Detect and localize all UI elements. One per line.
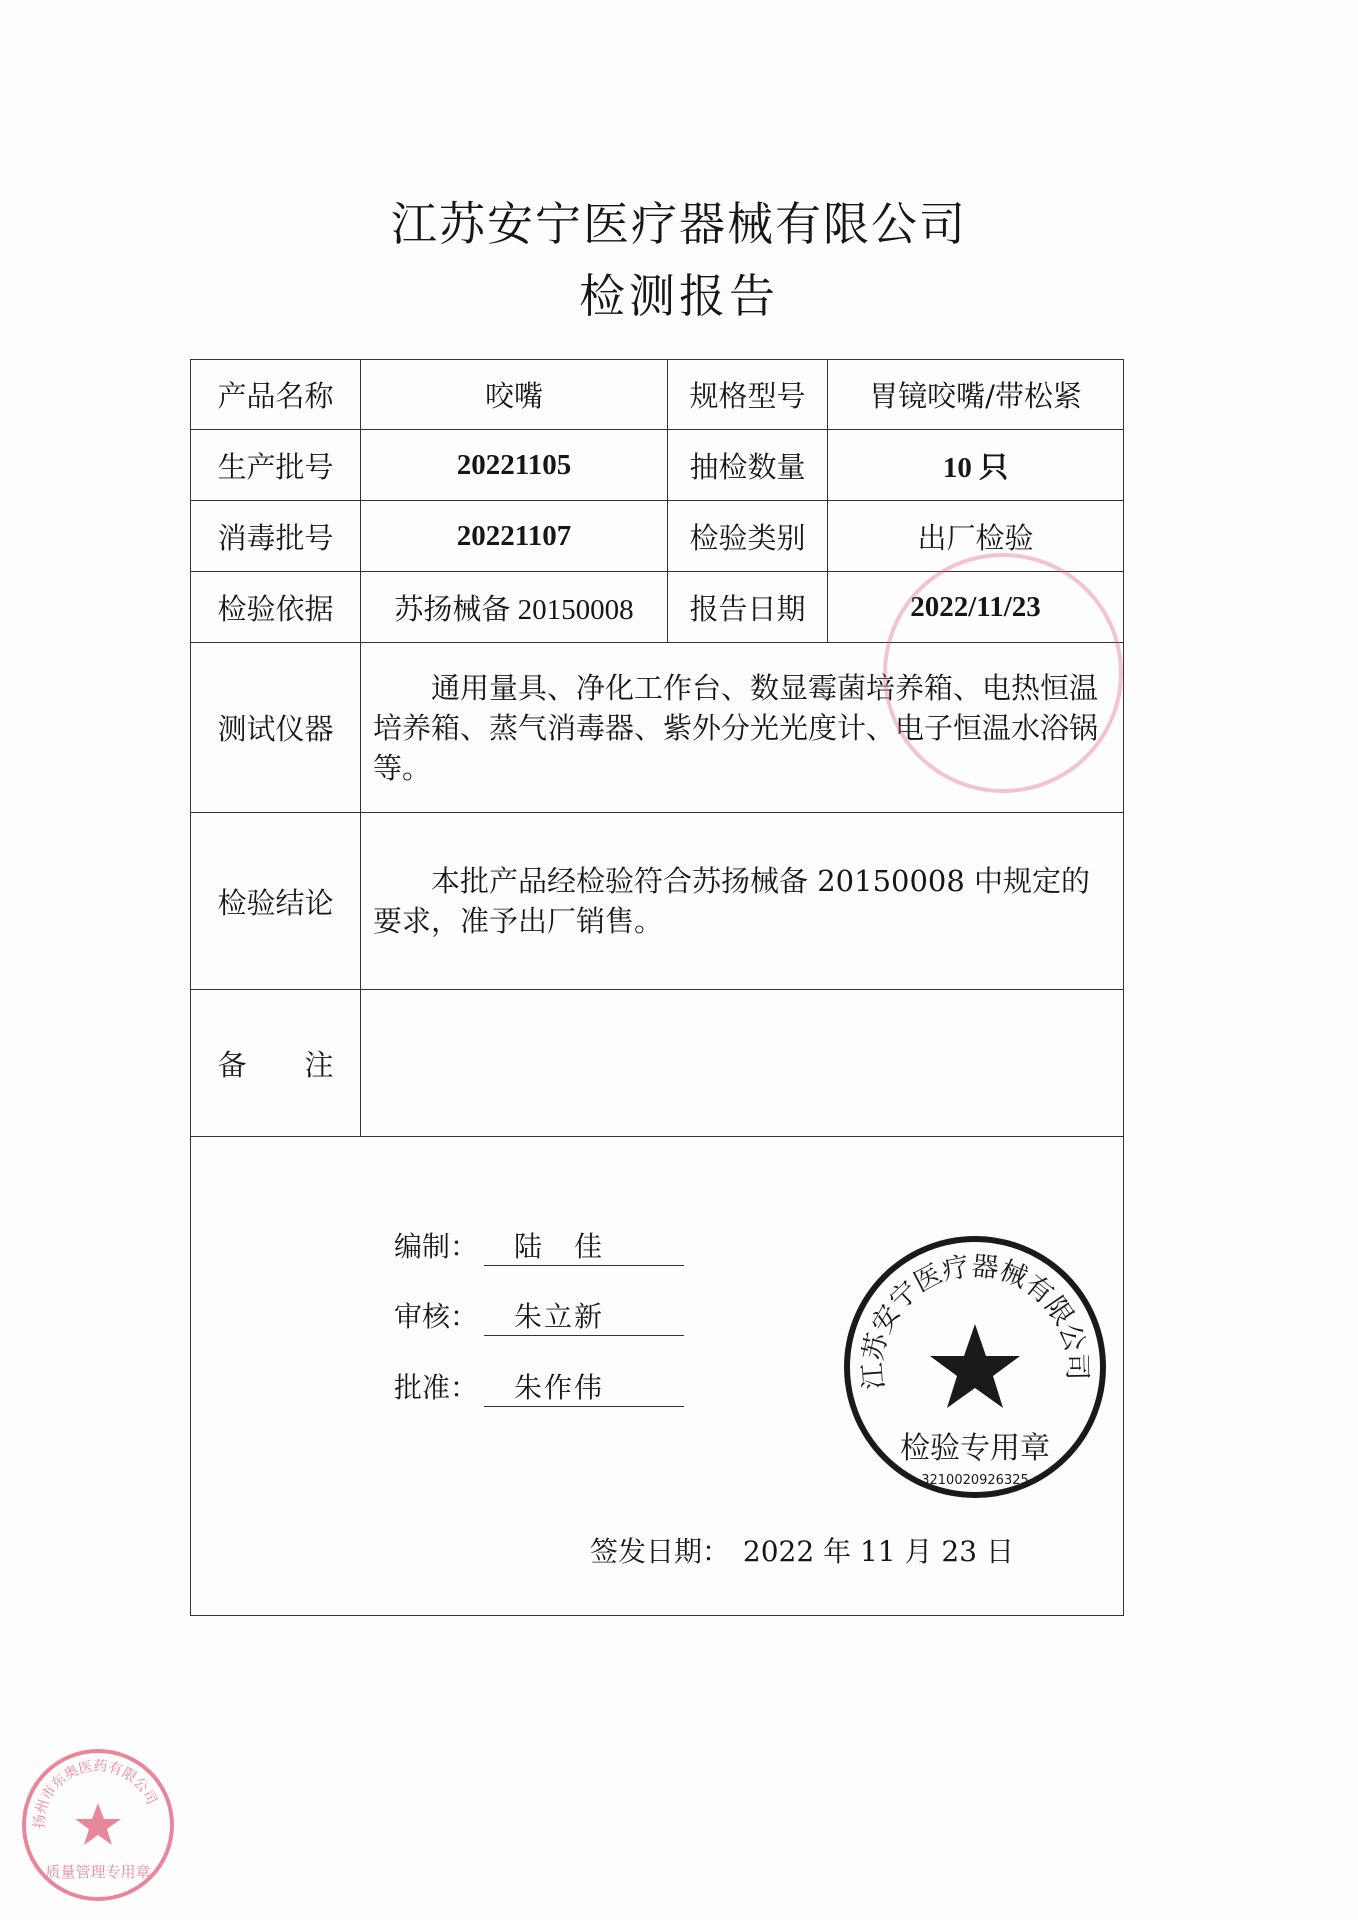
instruments-value: 通用量具、净化工作台、数显霉菌培养箱、电热恒温培养箱、蒸气消毒器、紫外分光光度计、电子恒温水浴锅等。	[373, 670, 1099, 785]
sterile-batch-value: 20221107	[361, 501, 668, 572]
batch-label: 生产批号	[191, 430, 361, 501]
inspect-type-value: 出厂检验	[828, 501, 1124, 572]
svg-text:检验专用章: 检验专用章	[900, 1431, 1050, 1466]
approved-by: 朱作伟	[484, 1366, 684, 1407]
batch-value: 20221105	[361, 430, 668, 501]
compiled-label: 编制：	[394, 1230, 479, 1263]
compiled-row	[394, 1225, 684, 1266]
svg-text:质量管理专用章: 质量管理专用章	[45, 1863, 151, 1881]
approved-label: 批准：	[394, 1371, 479, 1404]
svg-text:3210020926325: 3210020926325	[921, 1473, 1029, 1488]
product-name-label: 产品名称	[191, 360, 361, 430]
remarks-value	[361, 990, 1124, 1137]
inspection-stamp	[840, 1232, 1110, 1502]
spec-label: 规格型号	[668, 360, 828, 430]
document-title: 检测报告	[579, 269, 779, 323]
company-title: 江苏安宁医疗器械有限公司	[391, 197, 967, 251]
approved-row	[394, 1366, 684, 1407]
basis-value: 苏扬械备 20150008	[361, 572, 668, 643]
conclusion-label: 检验结论	[191, 813, 361, 990]
issue-date-row	[590, 1530, 1018, 1570]
star-icon	[75, 1803, 121, 1845]
inspect-type-label: 检验类别	[668, 501, 828, 572]
conclusion-value: 本批产品经检验符合苏扬械备 20150008 中规定的要求，准予出厂销售。	[373, 864, 1091, 938]
reviewed-label: 审核：	[394, 1300, 479, 1333]
sample-qty-label: 抽检数量	[668, 430, 828, 501]
reviewed-by: 朱立新	[484, 1295, 684, 1336]
sample-qty-value: 10 只	[828, 430, 1124, 501]
report-date-label: 报告日期	[668, 572, 828, 643]
compiled-by: 陆 佳	[484, 1225, 684, 1266]
reviewed-row	[394, 1295, 684, 1336]
instruments-label: 测试仪器	[191, 643, 361, 813]
svg-text:扬州市东奥医药有限公司: 扬州市东奥医药有限公司	[31, 1758, 160, 1829]
report-date-value: 2022/11/23	[828, 572, 1124, 643]
issue-date-label: 签发日期：	[590, 1535, 731, 1568]
sterile-batch-label: 消毒批号	[191, 501, 361, 572]
basis-label: 检验依据	[191, 572, 361, 643]
remarks-label: 备 注	[191, 990, 361, 1137]
svg-text:江苏安宁医疗器械有限公司: 江苏安宁医疗器械有限公司	[857, 1250, 1093, 1391]
star-icon	[930, 1324, 1020, 1408]
spec-value: 胃镜咬嘴/带松紧	[828, 360, 1124, 430]
faint-red-stamp	[878, 548, 1128, 798]
product-name-value: 咬嘴	[361, 360, 668, 430]
quality-stamp	[18, 1745, 178, 1905]
issue-date-value: 2022 年 11 月 23 日	[742, 1535, 1014, 1568]
